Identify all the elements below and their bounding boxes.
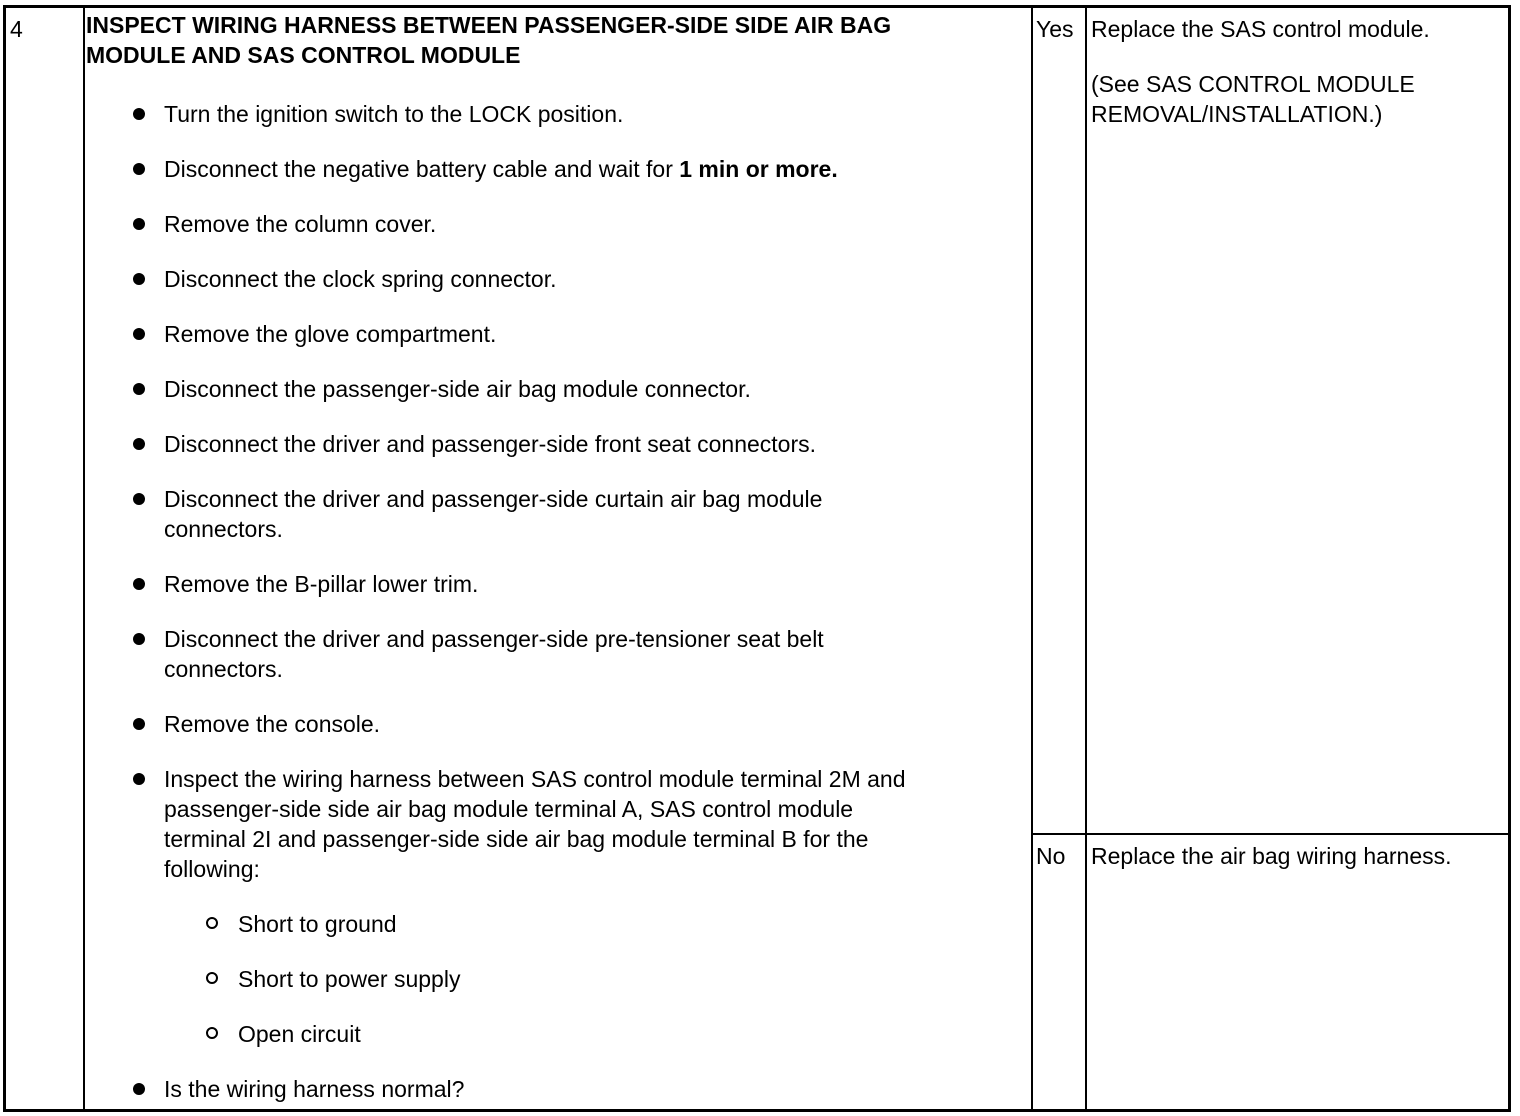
no-action: Replace the air bag wiring harness. (1091, 843, 1452, 869)
bullet-icon (133, 218, 145, 230)
column-divider-step (83, 8, 85, 1109)
yes-action: Replace the SAS control module. (1091, 16, 1430, 42)
bullet-icon (133, 438, 145, 450)
bullet-icon (133, 773, 145, 785)
step-item-line: Disconnect the driver and passenger-side pre-tensioner seat belt (164, 626, 824, 652)
yes-no-divider (1031, 833, 1508, 835)
step-item-line: connectors. (164, 656, 283, 682)
step-title-line-2: MODULE AND SAS CONTROL MODULE (86, 42, 521, 68)
bullet-icon (133, 493, 145, 505)
step-title-line-1: INSPECT WIRING HARNESS BETWEEN PASSENGER-SIDE SIDE AIR BAG (86, 12, 892, 38)
step-item-line: Inspect the wiring harness between SAS control module terminal 2M and (164, 766, 906, 792)
column-divider-result (1085, 8, 1087, 1109)
step-item: Disconnect the driver and passenger-side front seat connectors. (164, 431, 817, 457)
step-item-line: passenger-side side air bag module terminal A, SAS control module (164, 796, 854, 822)
step-item: Turn the ignition switch to the LOCK position. (164, 101, 624, 127)
step-item: Remove the column cover. (164, 211, 437, 237)
step-question: Is the wiring harness normal? (164, 1076, 465, 1102)
sub-bullet-icon (206, 917, 218, 929)
yes-reference-line: REMOVAL/INSTALLATION.) (1091, 101, 1383, 127)
yes-reference-line: (See SAS CONTROL MODULE (1091, 71, 1415, 97)
bullet-icon (133, 578, 145, 590)
bullet-icon (133, 383, 145, 395)
step-item-text: Disconnect the negative battery cable and wait for (164, 156, 680, 182)
step-item: Remove the B-pillar lower trim. (164, 571, 479, 597)
yes-reference (1091, 69, 1415, 129)
column-divider-action (1031, 8, 1033, 1109)
sub-bullet-icon (206, 1027, 218, 1039)
sub-bullet-icon (206, 972, 218, 984)
step-item: Disconnect the clock spring connector. (164, 266, 557, 292)
step-item (164, 764, 906, 884)
bullet-icon (133, 328, 145, 340)
sub-item: Open circuit (238, 1021, 361, 1047)
step-item: Disconnect the passenger-side air bag module connector. (164, 376, 751, 402)
sub-item: Short to ground (238, 911, 397, 937)
no-label: No (1036, 843, 1066, 869)
step-item (164, 624, 824, 684)
step-item-line: terminal 2I and passenger-side side air bag module terminal B for the (164, 826, 869, 852)
yes-label: Yes (1036, 16, 1074, 42)
step-item-line: following: (164, 856, 260, 882)
bullet-icon (133, 273, 145, 285)
step-item (164, 154, 838, 184)
step-item-emphasis: 1 min or more. (679, 156, 838, 182)
step-item (164, 484, 822, 544)
step-item-line: connectors. (164, 516, 283, 542)
step-item: Remove the glove compartment. (164, 321, 497, 347)
step-title (86, 10, 891, 70)
step-number: 4 (10, 16, 23, 42)
bullet-icon (133, 633, 145, 645)
step-item: Remove the console. (164, 711, 381, 737)
bullet-icon (133, 163, 145, 175)
bullet-icon (133, 108, 145, 120)
bullet-icon (133, 1083, 145, 1095)
sub-item: Short to power supply (238, 966, 461, 992)
step-item-line: Disconnect the driver and passenger-side curtain air bag module (164, 486, 823, 512)
bullet-icon (133, 718, 145, 730)
